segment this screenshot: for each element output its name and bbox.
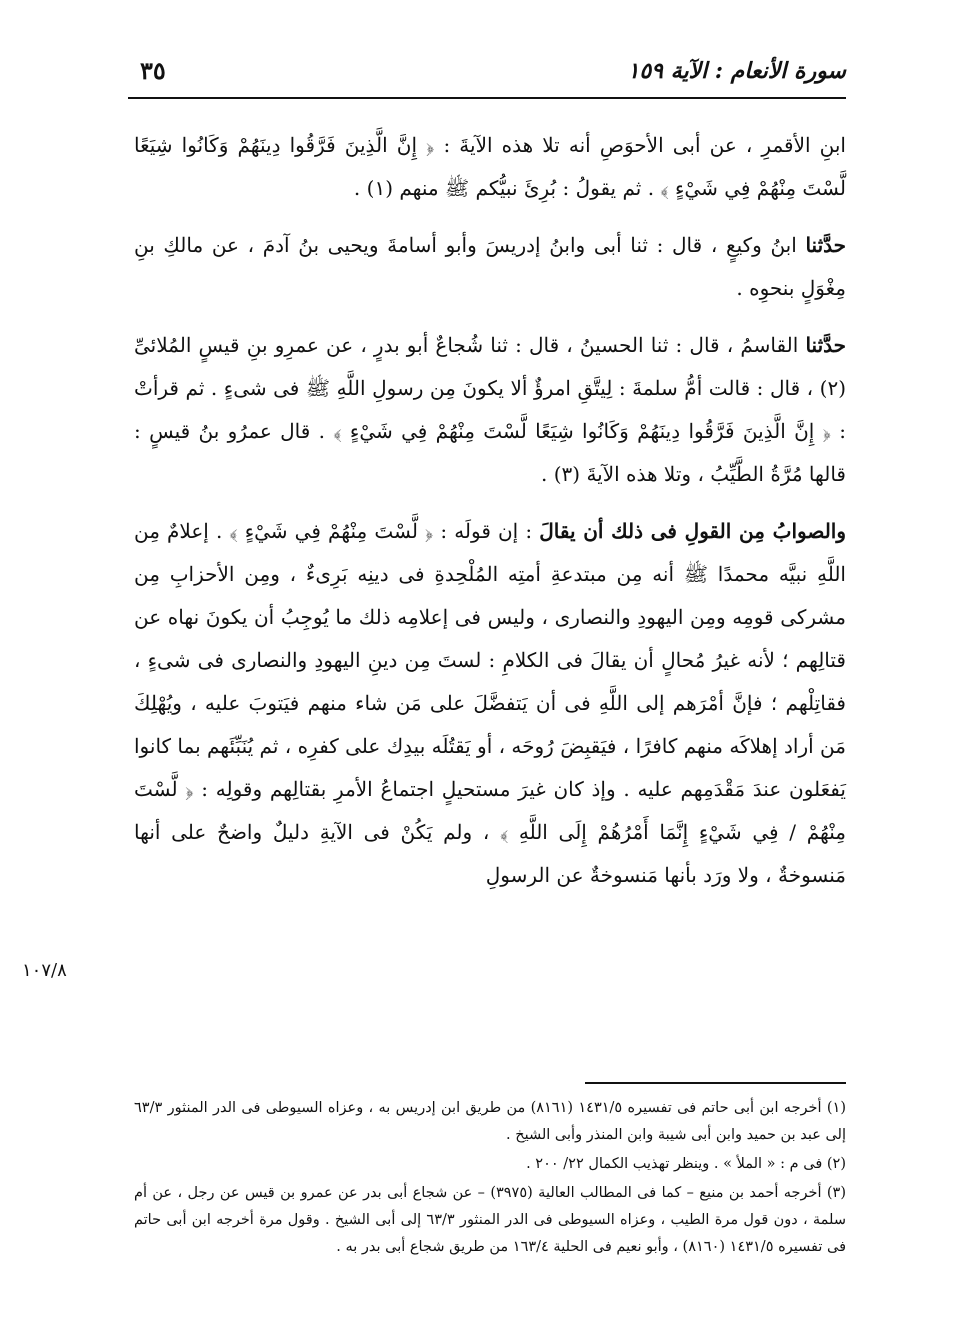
margin-reference: ١٠٧/٨	[22, 960, 67, 981]
footnote: (٣) أخرجه أحمد بن منيع – كما فى المطالب العالية (٣٩٧٥) – عن شجاع أبى بدر عن عمرو بن قيس عن رجل ، عن أم سلمة ، دون قول مرة الطيب ، وعزاه السيوطى فى الدر المنثور ٦٣/٣ إلى أبى الشيخ . وقول مرة أخرجه ابن أبى حاتم فى تفسيره ١٤٣١/٥ (٨١٦٠) ، وأبو نعيم فى الحلية ١٦٣/٤ من طريق شجاع أبى بدر به .	[134, 1185, 846, 1255]
paragraph-text: القاسمُ ، قال : ثنا الحسينُ ، قال : ثنا شُجاعٌ أبو بدرٍ ، عن عمرِو بنِ قيسٍ المُلائىِّ (٢) ، قال : قالت أمُّ سلمةَ : لِيتَّقِ امرؤٌ ألا يكونَ مِن رسولِ اللَّهِ ﷺ فى شىءٍ . ثم قرأتْ : ﴿ إِنَّ الَّذِينَ فَرَّقُوا دِينَهُمْ وَكَانُوا شِيَعًا لَّسْتَ مِنْهُمْ فِي شَيْءٍ ﴾ . قال عمرُو بنُ قيسٍ : قالها مُرَّةُ الطَّيِّبُ ، وتلا هذه الآيةَ (٣) .	[134, 333, 846, 486]
header-divider	[128, 97, 846, 99]
paragraph	[134, 324, 846, 496]
paragraph-lead: حدَّثنا	[805, 233, 847, 257]
page-number: ٣٥	[140, 56, 166, 85]
footnote-divider	[585, 1082, 846, 1084]
paragraph-text: : إن قولَه : ﴿ لَّسْتَ مِنْهُمْ فِي شَيْءٍ ﴾ . إعلامٌ مِن اللَّهِ نبيَّه محمدًا ﷺ أنه مِن مبتدعةِ أمتِه المُلْحِدةِ فى دينِه بَرِىءٌ ، ومِن الأحزابِ مِن مشركى قومِه ومِن اليهودِ والنصارى ، وليس فى إعلامِه ذلك ما يُوجِبُ أن يكونَ نهاه عن قتالِهم ؛ لأنه غيرُ مُحالٍ أن يقالَ فى الكلامِ : لستَ مِن دينِ اليهودِ والنصارى فى شىءٍ ، فقاتِلْهم ؛ فإنَّ أمْرَهم إلى اللَّهِ فى أن يَتفضَّلَ على مَن شاء منهم فيَتوبَ عليه ، ويُهْلِكَ مَن أراد إهلاكَه منهم كافرًا ، فيَقبِضَ رُوحَه ، أو يَقتُلَه بيدِك على كفرِه ، ثم يُنَبِّئَهم بما كانوا يَفعَلون عندَ مَقْدَمِهم عليه . وإذ كان غيرَ مستحيلٍ اجتماعُ الأمرِ بقتالِهم وقولِه : ﴿ لَّسْتَ مِنْهُمْ / فِي شَيْءٍ إِنَّمَا أَمْرُهُمْ إِلَى اللَّهِ ﴾ ، ولم يَكُنْ فى الآيةِ دليلٌ واضحٌ على أنها مَنسوخةٌ ، ولا ورَد بأنها مَنسوخةٌ عن الرسولِ	[133, 519, 846, 887]
paragraph	[134, 510, 846, 897]
footnote: (١) أخرجه ابن أبى حاتم فى تفسيره ١٤٣١/٥ (٨١٦١) من طريق ابن إدريس به ، وعزاه السيوطى فى الدر المنثور ٦٣/٣ إلى عبد بن حميد وابن أبى شيبة وابن المنذر وأبى الشيخ .	[134, 1100, 846, 1143]
main-text	[134, 124, 846, 911]
page-header	[128, 52, 846, 90]
footnotes	[134, 1095, 846, 1263]
footnote: (٢) فى م : « الملأ » . وينظر تهذيب الكمال ٢٢/ ٢٠٠ .	[526, 1156, 846, 1172]
paragraph-lead: حدَّثنا	[805, 333, 847, 357]
paragraph	[134, 224, 846, 310]
running-title: سورة الأنعام : الآية ١٥٩	[627, 58, 846, 84]
paragraph-lead: والصوابُ مِن القولِ فى ذلك أن يقالَ	[539, 519, 847, 543]
paragraph	[134, 124, 846, 210]
paragraph-text: ابنُ وكيعٍ ، قال : ثنا أبى وابنُ إدريسَ وأبو أسامةَ ويحيى بنُ آدمَ ، عن مالكِ بنِ مِغْوَلٍ بنحوِه .	[134, 233, 846, 300]
paragraph-text: ابنِ الأقمرِ ، عن أبى الأحوَصِ أنه تلا هذه الآيةَ : ﴿ إِنَّ الَّذِينَ فَرَّقُوا دِينَهُمْ وَكَانُوا شِيَعًا لَّسْتَ مِنْهُمْ فِي شَيْءٍ ﴾ . ثم يقولُ : بُرِئَ نبيُّكم ﷺ منهم (١) .	[134, 133, 846, 200]
